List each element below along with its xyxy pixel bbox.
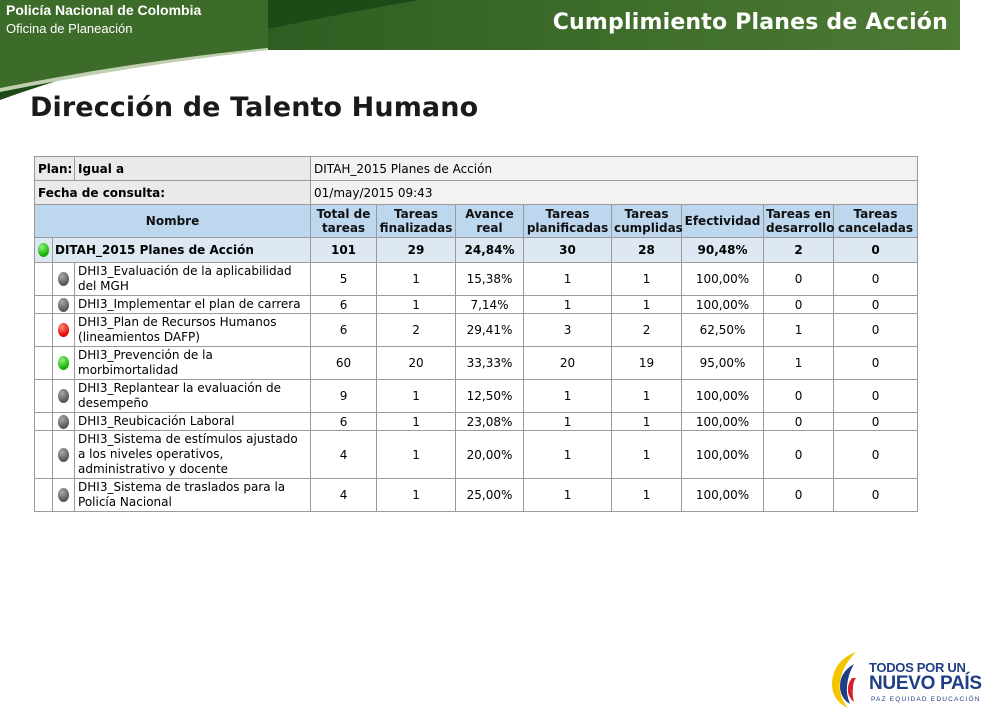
row-name-line: administrativo y docente — [78, 462, 229, 476]
col-desarrollo-l1: Tareas en — [766, 207, 831, 221]
row-name-line: DHI3_Sistema de traslados para la — [78, 480, 286, 494]
summary-canceladas: 0 — [834, 238, 918, 263]
row-status-cell — [53, 380, 75, 413]
row-finalizadas: 1 — [377, 431, 456, 479]
indent-cell — [35, 431, 53, 479]
slide-title: Cumplimiento Planes de Acción — [552, 10, 948, 35]
date-label: Fecha de consulta: — [35, 181, 311, 205]
summary-cumplidas: 28 — [612, 238, 682, 263]
row-status-cell — [53, 347, 75, 380]
row-efectividad: 100,00% — [682, 380, 764, 413]
indent-cell — [35, 263, 53, 296]
table-row — [35, 479, 918, 512]
row-avance: 29,41% — [456, 314, 524, 347]
row-efectividad: 100,00% — [682, 431, 764, 479]
row-status-cell — [53, 431, 75, 479]
row-canceladas: 0 — [834, 296, 918, 314]
row-planificadas: 1 — [524, 263, 612, 296]
status-indicator-icon — [38, 243, 49, 257]
row-efectividad: 100,00% — [682, 479, 764, 512]
col-total-l1: Total de — [316, 207, 371, 221]
row-desarrollo: 0 — [764, 413, 834, 431]
row-desarrollo: 0 — [764, 479, 834, 512]
status-indicator-icon — [58, 298, 69, 312]
row-cumplidas: 1 — [612, 413, 682, 431]
row-efectividad: 100,00% — [682, 413, 764, 431]
operator-label: Igual a — [75, 157, 311, 181]
row-avance: 12,50% — [456, 380, 524, 413]
organization-name: Policía Nacional de Colombia — [6, 2, 202, 18]
plan-label: Plan: — [35, 157, 75, 181]
row-name — [75, 296, 311, 314]
row-planificadas: 20 — [524, 347, 612, 380]
row-finalizadas: 1 — [377, 413, 456, 431]
row-canceladas: 0 — [834, 314, 918, 347]
row-avance: 25,00% — [456, 479, 524, 512]
row-name-line: DHI3_Replantear la evaluación de — [78, 381, 282, 395]
row-name-line: DHI3_Sistema de estímulos ajustado — [78, 432, 298, 446]
row-cumplidas: 1 — [612, 263, 682, 296]
row-name-line: desempeño — [78, 396, 149, 410]
row-avance: 23,08% — [456, 413, 524, 431]
organization-office: Oficina de Planeación — [6, 21, 133, 36]
status-indicator-icon — [58, 488, 69, 502]
row-total: 60 — [311, 347, 377, 380]
row-name-line: DHI3_Implementar el plan de carrera — [78, 297, 301, 311]
col-planificadas — [524, 205, 612, 238]
summary-desarrollo: 2 — [764, 238, 834, 263]
row-name — [75, 263, 311, 296]
row-total: 5 — [311, 263, 377, 296]
table-row — [35, 347, 918, 380]
row-planificadas: 3 — [524, 314, 612, 347]
indent-cell — [35, 479, 53, 512]
row-name-line: Policía Nacional — [78, 495, 172, 509]
col-desarrollo-l2: desarrollo — [766, 221, 835, 235]
status-indicator-icon — [58, 356, 69, 370]
row-name — [75, 314, 311, 347]
status-indicator-icon — [58, 448, 69, 462]
row-efectividad: 95,00% — [682, 347, 764, 380]
logo-line3: PAZ EQUIDAD EDUCACIÓN — [871, 696, 981, 703]
summary-efectividad: 90,48% — [682, 238, 764, 263]
row-name-line: DHI3_Prevención de la — [78, 348, 213, 362]
status-indicator-icon — [58, 272, 69, 286]
row-canceladas: 0 — [834, 479, 918, 512]
row-cumplidas: 1 — [612, 296, 682, 314]
row-canceladas: 0 — [834, 380, 918, 413]
table-row — [35, 314, 918, 347]
row-status-cell — [53, 296, 75, 314]
table-row — [35, 380, 918, 413]
summary-finalizadas: 29 — [377, 238, 456, 263]
row-desarrollo: 1 — [764, 314, 834, 347]
table-row — [35, 431, 918, 479]
table-row — [35, 296, 918, 314]
filter-row-date — [35, 181, 918, 205]
col-avance-real — [456, 205, 524, 238]
indent-cell — [35, 347, 53, 380]
row-cumplidas: 1 — [612, 380, 682, 413]
logo-line2: NUEVO PAÍS — [869, 673, 982, 694]
row-desarrollo: 0 — [764, 431, 834, 479]
row-avance: 7,14% — [456, 296, 524, 314]
summary-status-cell — [35, 238, 53, 263]
row-canceladas: 0 — [834, 263, 918, 296]
row-canceladas: 0 — [834, 431, 918, 479]
summary-row — [35, 238, 918, 263]
col-total-tareas — [311, 205, 377, 238]
row-finalizadas: 1 — [377, 479, 456, 512]
logo-line1: TODOS POR UN — [869, 660, 966, 675]
row-planificadas: 1 — [524, 380, 612, 413]
action-plan-table — [34, 156, 918, 512]
row-name-line: DHI3_Reubicación Laboral — [78, 414, 235, 428]
row-desarrollo: 0 — [764, 380, 834, 413]
summary-name: DITAH_2015 Planes de Acción — [53, 238, 311, 263]
date-value: 01/may/2015 09:43 — [311, 181, 918, 205]
col-avance-l2: real — [476, 221, 503, 235]
row-total: 4 — [311, 431, 377, 479]
row-name-line: (lineamientos DAFP) — [78, 330, 200, 344]
col-efectividad: Efectividad — [682, 205, 764, 238]
row-desarrollo: 0 — [764, 296, 834, 314]
row-cumplidas: 1 — [612, 431, 682, 479]
summary-avance: 24,84% — [456, 238, 524, 263]
col-canceladas — [834, 205, 918, 238]
row-total: 4 — [311, 479, 377, 512]
row-status-cell — [53, 413, 75, 431]
indent-cell — [35, 314, 53, 347]
indent-cell — [35, 380, 53, 413]
col-cumplidas-l1: Tareas — [624, 207, 669, 221]
status-indicator-icon — [58, 323, 69, 337]
row-total: 6 — [311, 314, 377, 347]
col-finalizadas — [377, 205, 456, 238]
row-name — [75, 413, 311, 431]
row-canceladas: 0 — [834, 347, 918, 380]
row-status-cell — [53, 314, 75, 347]
row-finalizadas: 2 — [377, 314, 456, 347]
row-cumplidas: 19 — [612, 347, 682, 380]
row-efectividad: 62,50% — [682, 314, 764, 347]
row-name — [75, 380, 311, 413]
row-efectividad: 100,00% — [682, 263, 764, 296]
row-avance: 15,38% — [456, 263, 524, 296]
row-name — [75, 479, 311, 512]
todos-por-un-nuevo-pais-logo — [826, 650, 982, 712]
logo-mark-icon — [826, 650, 866, 710]
row-total: 9 — [311, 380, 377, 413]
row-avance: 20,00% — [456, 431, 524, 479]
row-planificadas: 1 — [524, 413, 612, 431]
row-finalizadas: 1 — [377, 380, 456, 413]
col-avance-l1: Avance — [465, 207, 514, 221]
row-name-line: a los niveles operativos, — [78, 447, 224, 461]
row-cumplidas: 2 — [612, 314, 682, 347]
row-name-line: DHI3_Evaluación de la aplicabilidad — [78, 264, 292, 278]
row-desarrollo: 1 — [764, 347, 834, 380]
row-planificadas: 1 — [524, 296, 612, 314]
plan-value: DITAH_2015 Planes de Acción — [311, 157, 918, 181]
row-finalizadas: 1 — [377, 296, 456, 314]
col-finalizadas-l2: finalizadas — [379, 221, 453, 235]
row-total: 6 — [311, 296, 377, 314]
row-name — [75, 347, 311, 380]
row-finalizadas: 20 — [377, 347, 456, 380]
column-header-row — [35, 205, 918, 238]
row-status-cell — [53, 263, 75, 296]
col-cumplidas — [612, 205, 682, 238]
col-desarrollo — [764, 205, 834, 238]
row-planificadas: 1 — [524, 431, 612, 479]
row-canceladas: 0 — [834, 413, 918, 431]
table-row — [35, 263, 918, 296]
row-name-line: morbimortalidad — [78, 363, 179, 377]
row-status-cell — [53, 479, 75, 512]
page-title: Dirección de Talento Humano — [30, 92, 479, 123]
table-row — [35, 413, 918, 431]
plan-rows — [35, 263, 918, 512]
col-total-l2: tareas — [321, 221, 366, 235]
col-canceladas-l2: canceladas — [838, 221, 914, 235]
indent-cell — [35, 413, 53, 431]
row-planificadas: 1 — [524, 479, 612, 512]
row-avance: 33,33% — [456, 347, 524, 380]
row-desarrollo: 0 — [764, 263, 834, 296]
col-finalizadas-l1: Tareas — [393, 207, 439, 221]
summary-planificadas: 30 — [524, 238, 612, 263]
indent-cell — [35, 296, 53, 314]
row-name — [75, 431, 311, 479]
row-name-line: del MGH — [78, 279, 129, 293]
organization-block — [6, 1, 201, 37]
row-finalizadas: 1 — [377, 263, 456, 296]
row-total: 6 — [311, 413, 377, 431]
status-indicator-icon — [58, 389, 69, 403]
filter-row-plan — [35, 157, 918, 181]
col-canceladas-l1: Tareas — [853, 207, 898, 221]
row-cumplidas: 1 — [612, 479, 682, 512]
col-planificadas-l2: planificadas — [526, 221, 609, 235]
col-cumplidas-l2: cumplidas — [614, 221, 683, 235]
summary-total: 101 — [311, 238, 377, 263]
col-nombre: Nombre — [35, 205, 311, 238]
status-indicator-icon — [58, 415, 69, 429]
row-efectividad: 100,00% — [682, 296, 764, 314]
col-planificadas-l1: Tareas — [545, 207, 590, 221]
row-name-line: DHI3_Plan de Recursos Humanos — [78, 315, 277, 329]
